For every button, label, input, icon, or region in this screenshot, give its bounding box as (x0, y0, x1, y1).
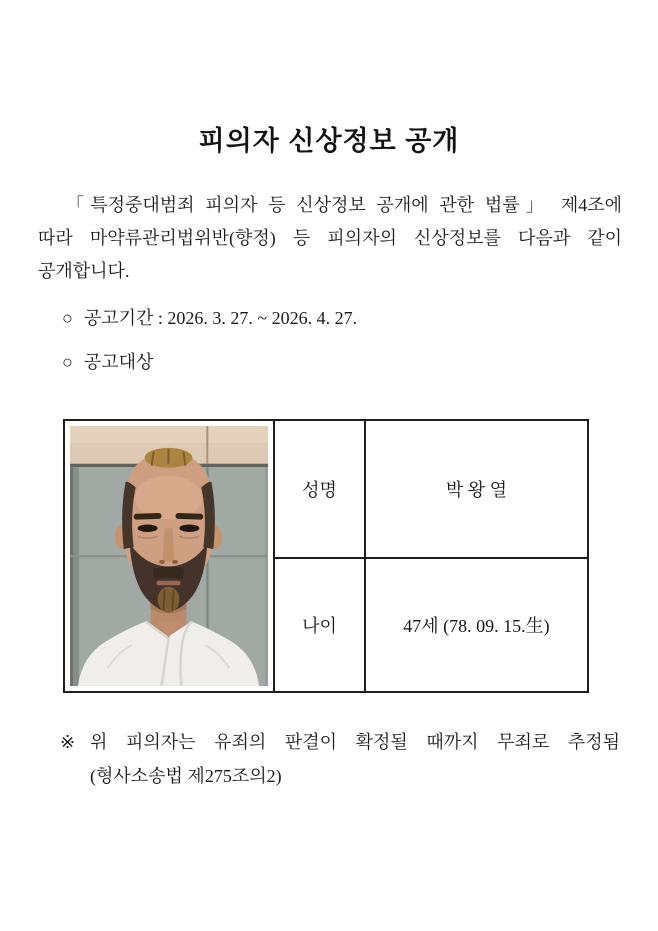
table-value-name: 박 왕 열 (365, 420, 588, 558)
intro-line-2: 따라 마약류관리법위반(향정) 등 피의자의 신상정보를 다음과 같이 (38, 228, 622, 248)
table-label-name: 성명 (274, 420, 365, 558)
bullet-notice-period (62, 302, 620, 335)
intro-line-1: 「특정중대범죄 피의자 등 신상정보 공개에 관한 법률」 제4조에 (66, 195, 622, 215)
intro-line-3: 공개합니다. (38, 261, 130, 281)
table-value-age: 47세 (78. 09. 15.生) (365, 558, 588, 692)
footnote-line-2: (형사소송법 제275조의2) (90, 766, 282, 786)
circle-bullet-icon: ○ (62, 308, 73, 328)
reference-mark-icon: ※ (60, 732, 76, 752)
page-title: 피의자 신상정보 공개 (198, 126, 460, 156)
table-row (64, 420, 588, 558)
presumption-of-innocence-footnote (60, 725, 620, 793)
suspect-info-table (63, 419, 589, 693)
circle-bullet-icon: ○ (62, 352, 73, 372)
intro-paragraph (38, 189, 622, 288)
suspect-mugshot-photo (70, 426, 268, 686)
table-label-age: 나이 (274, 558, 365, 692)
footnote-line-1 (60, 725, 620, 759)
bullet-notice-target (62, 346, 620, 379)
notice-period-text: 공고기간 : 2026. 3. 27. ~ 2026. 4. 27. (83, 308, 358, 328)
suspect-photo-cell (64, 420, 274, 692)
notice-target-text: 공고대상 (83, 352, 154, 372)
footnote-text: 위 피의자는 유죄의 판결이 확정될 때까지 무죄로 추정됨 (90, 732, 620, 752)
